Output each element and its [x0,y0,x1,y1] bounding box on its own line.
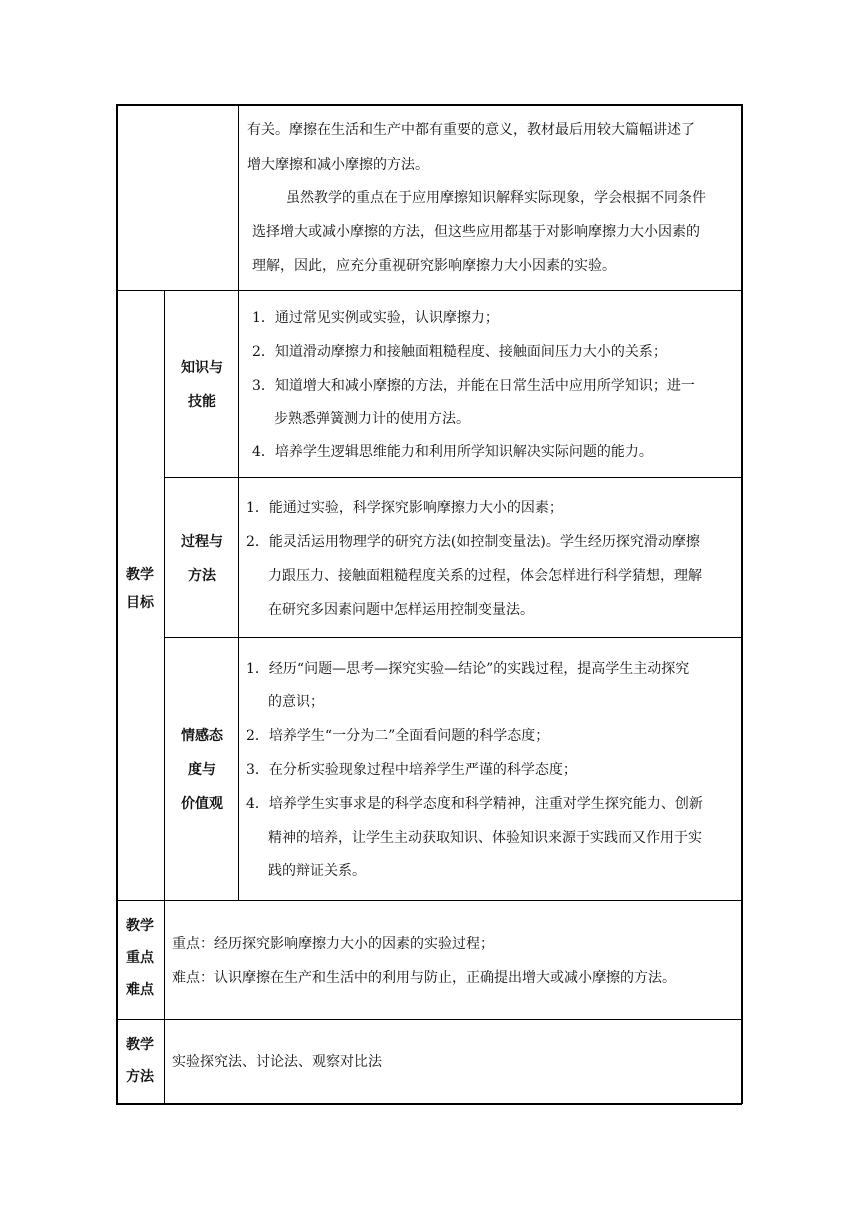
table-border-bottom [116,1103,742,1105]
intro-line: 虽然教学的重点在于应用摩擦知识解释实际现象，学会根据不同条件 [286,190,706,206]
col-divider [238,104,239,291]
methods-text: 实验探究法、讨论法、观察对比法 [172,1054,382,1070]
attitude-item: 2．培养学生“一分为二”全面看问题的科学态度； [246,728,550,744]
knowledge-title-line: 知识与 [181,360,223,376]
table-border-top [116,104,742,106]
keypoint-item: 重点：经历探究影响摩擦力大小的因素的实验过程； [172,936,494,952]
col-divider [164,290,165,1104]
attitude-item: 精神的培养，让学生主动获取知识、体验知识来源于实践而又作用于实 [268,830,702,846]
attitude-title-line: 价值观 [181,796,223,812]
intro-line: 有关。摩擦在生活和生产中都有重要的意义，教材最后用较大篇幅讲述了 [247,122,695,138]
intro-line: 增大摩擦和减小摩擦的方法。 [247,157,429,173]
process-title-line: 方法 [188,568,216,584]
knowledge-title [165,358,239,412]
objectives-header-line: 教学 [126,567,154,583]
methods-header-line: 方法 [126,1069,154,1085]
attitude-item: 4．培养学生实事求是的科学态度和科学精神，注重对学生探究能力、创新 [246,796,703,812]
knowledge-item: 3．知道增大和减小摩擦的方法，并能在日常生活中应用所学知识；进一 [252,378,695,394]
attitude-title-line: 情感态 [181,728,223,744]
methods-header [118,1035,162,1087]
row-divider [116,290,742,291]
row-divider [164,637,742,638]
row-divider [164,477,742,478]
attitude-title [165,726,239,814]
process-title-line: 过程与 [181,534,223,550]
process-item: 力跟压力、接触面粗糙程度关系的过程，体会怎样进行科学猜想，理解 [268,568,702,584]
intro-line: 理解，因此，应充分重视研究影响摩擦力大小因素的实验。 [252,258,616,274]
keypoints-header-line: 难点 [126,982,154,998]
intro-line: 选择增大或减小摩擦的方法，但这些应用都基于对影响摩擦力大小因素的 [252,224,700,240]
attitude-item: 的意识； [268,694,324,710]
objectives-header [118,565,162,613]
difficulty-item: 难点：认识摩擦在生产和生活中的利用与防止，正确提出增大或减小摩擦的方法。 [172,970,676,986]
knowledge-item: 步熟悉弹簧测力计的使用方法。 [274,411,470,427]
objectives-header-line: 目标 [126,595,154,611]
methods-header-line: 教学 [126,1037,154,1053]
knowledge-title-line: 技能 [188,394,216,410]
attitude-item: 践的辩证关系。 [268,863,366,879]
keypoints-header-line: 重点 [126,950,154,966]
knowledge-item: 1．通过常见实例或实验，认识摩擦力； [252,310,499,326]
process-item: 2．能灵活运用物理学的研究方法(如控制变量法)。学生经历探究滑动摩擦 [246,534,700,550]
attitude-item: 1．经历“问题—思考—探究实验—结论”的实践过程，提高学生主动探究 [246,661,690,677]
keypoints-header [118,916,162,1000]
row-divider [116,900,742,901]
knowledge-item: 4．培养学生逻辑思维能力和利用所学知识解决实际问题的能力。 [252,444,653,460]
knowledge-item: 2．知道滑动摩擦力和接触面粗糙程度、接触面间压力大小的关系； [252,344,667,360]
table-border-right [741,104,743,1104]
process-item: 在研究多因素问题中怎样运用控制变量法。 [268,602,534,618]
attitude-title-line: 度与 [188,762,216,778]
process-item: 1．能通过实验，科学探究影响摩擦力大小的因素； [246,500,563,516]
row-divider [116,1019,742,1020]
process-title [165,532,239,586]
keypoints-header-line: 教学 [126,918,154,934]
attitude-item: 3．在分析实验现象过程中培养学生严谨的科学态度； [246,762,577,778]
